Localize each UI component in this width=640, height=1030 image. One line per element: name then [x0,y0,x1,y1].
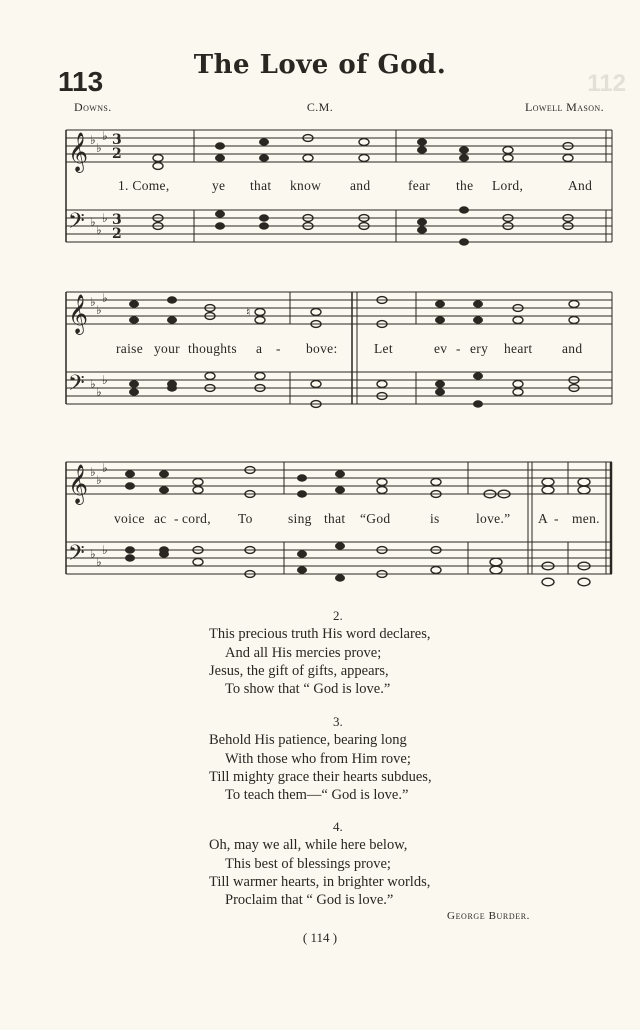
svg-text:𝄢: 𝄢 [68,209,85,239]
hymn-number: 113 [58,66,104,97]
svg-text:𝄞: 𝄞 [68,132,89,172]
lyric-syllable: Lord, [492,178,524,193]
verse-number: 3. [333,714,343,729]
verse-line: Jesus, the gift of gifts, appears, [209,662,389,679]
lyric-syllable: a [256,341,263,356]
verse-number: 2. [333,608,343,623]
hymn-author: George Burder. [447,910,530,922]
svg-text:𝄢: 𝄢 [68,371,85,401]
svg-text:♭: ♭ [102,211,108,225]
verse-line: This precious truth His word declares, [209,626,431,643]
lyric-syllable: And [568,178,593,193]
svg-text:𝄞: 𝄞 [68,294,89,334]
svg-text:♭: ♭ [96,473,102,487]
svg-text:3: 3 [112,132,122,148]
svg-text:♮: ♮ [246,305,251,319]
verse-4 [209,818,430,909]
lyric-syllable: voice [114,511,145,526]
verse-line: Till warmer hearts, in brighter worlds, [209,873,431,890]
verse-line: Behold His patience, bearing long [209,732,407,749]
lyric-syllable: that [250,178,272,193]
svg-text:♭: ♭ [90,215,96,229]
svg-text:♭: ♭ [96,223,102,237]
svg-text:♭: ♭ [90,377,96,391]
svg-text:♭: ♭ [96,385,102,399]
hymn-title: The Love of God. [193,50,447,80]
lyric-syllable: heart [504,341,533,356]
lyric-syllable: cord, [182,511,211,526]
music-system-3 [60,454,614,604]
music-system-1 [60,122,614,272]
svg-text:♭: ♭ [90,295,96,309]
lyric-syllable: that [324,511,346,526]
svg-text:♭: ♭ [102,129,108,143]
verse-line: Oh, may we all, while here below, [209,837,408,854]
lyric-syllable: ac [154,511,167,526]
meter: C.M. [306,100,334,114]
verse-3 [209,713,432,804]
svg-text:♭: ♭ [96,555,102,569]
svg-text:𝄞: 𝄞 [68,464,89,504]
lyric-syllable: and [562,341,583,356]
lyric-syllable: Let [374,341,393,356]
lyric-syllable: is [430,511,440,526]
svg-text:♭: ♭ [102,543,108,557]
svg-text:♭: ♭ [90,547,96,561]
verse-number: 4. [333,819,343,834]
lyric-syllable: ev [434,341,448,356]
lyric-syllable: your [154,341,180,356]
verse-line: To show that “ God is love.” [225,681,391,698]
verse-line: With those who from Him rove; [225,750,411,767]
lyric-syllable: To [238,511,253,526]
lyric-line-3 [60,511,614,531]
tune-name: Downs. [74,100,112,114]
svg-text:𝄢: 𝄢 [68,541,85,571]
lyric-syllable: - [174,511,179,526]
lyric-syllable: - [276,341,281,356]
lyric-syllable: sing [288,511,312,526]
lyric-syllable: - [456,341,461,356]
lyric-syllable: raise [116,341,143,356]
lyric-syllable: the [456,178,474,193]
lyric-syllable: ery [470,341,489,356]
lyric-syllable: know [290,178,322,193]
lyric-line-1 [60,178,614,198]
lyric-line-2 [60,341,614,361]
lyric-syllable: A [538,511,549,526]
lyric-syllable: and [350,178,371,193]
verse-line: Proclaim that “ God is love.” [225,892,394,909]
verse-line: And all His mercies prove; [225,644,382,661]
svg-text:♭: ♭ [90,133,96,147]
lyric-syllable: fear [408,178,431,193]
svg-text:♭: ♭ [102,461,108,475]
svg-text:♭: ♭ [96,141,102,155]
verse-line: To teach them—“ God is love.” [225,787,409,804]
svg-text:♭: ♭ [102,373,108,387]
lyric-syllable: bove: [306,341,338,356]
svg-text:♭: ♭ [90,465,96,479]
svg-text:♭: ♭ [102,291,108,305]
verse-line: Till mighty grace their hearts subdues, [209,768,432,785]
lyric-syllable: 1. Come, [118,178,170,193]
svg-text:3: 3 [112,212,122,228]
svg-text:2: 2 [112,146,122,162]
verse-2 [209,607,430,698]
lyric-syllable: ye [212,178,226,193]
bleed-through-number: 112 [587,70,626,97]
svg-text:2: 2 [112,226,122,242]
composer: Lowell Mason. [525,100,604,114]
lyric-syllable: thoughts [188,341,237,356]
lyric-syllable: men. [572,511,600,526]
lyric-syllable: - [554,511,559,526]
lyric-syllable: love.” [476,511,511,526]
svg-text:♭: ♭ [96,303,102,317]
lyric-syllable: “God [360,511,391,526]
page-number: ( 114 ) [302,930,338,945]
verse-line: This best of blessings prove; [225,855,391,872]
music-system-2 [60,284,614,434]
